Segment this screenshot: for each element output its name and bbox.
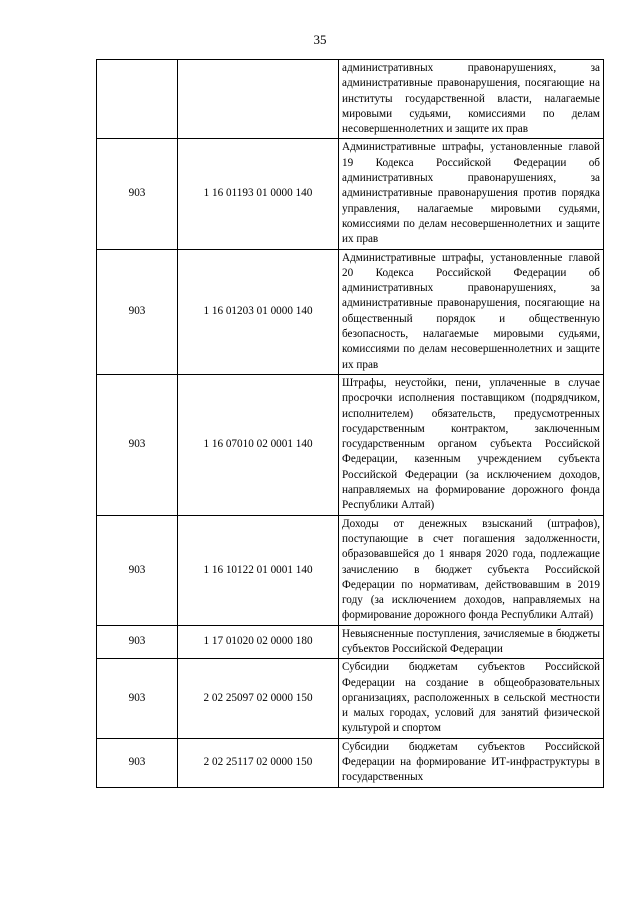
table-row (97, 625, 604, 659)
revenue-description-cell: Доходы от денежных взысканий (штрафов), поступающие в счет погашения задолженности, образовавшейся до 1 января 2020 года, подлежащие зачислению в бюджет субъекта Российской Федерации по нормативам, действовавшим в 2019 году (за исключением доходов, направляемых на формирование дорожного фонда Республики Алтай) (339, 515, 604, 625)
budget-classification-code-cell: 1 16 01193 01 0000 140 (178, 139, 339, 249)
budget-classification-code-cell: 1 17 01020 02 0000 180 (178, 625, 339, 659)
revenue-description-cell: Административные штрафы, установленные главой 20 Кодекса Российской Федерации об административных правонарушениях, за административные правонарушения, посягающие на общественный порядок и общественную безопасность, налагаемые мировыми судьями, комиссиями по делам несовершеннолетних и защите их прав (339, 249, 604, 374)
revenue-description-cell: Субсидии бюджетам субъектов Российской Федерации на создание в общеобразовательных организациях, расположенных в сельской местности и малых городах, условий для занятий физической культурой и спортом (339, 659, 604, 738)
admin-code-cell: 903 (97, 139, 178, 249)
revenue-description-cell: административных правонарушениях, за административные правонарушения, посягающие на институты государственной власти, налагаемые мировыми судьями, комиссиями по делам несовершеннолетних и защите их прав (339, 60, 604, 139)
revenue-description-cell: Административные штрафы, установленные главой 19 Кодекса Российской Федерации об административных правонарушениях, за административные правонарушения против порядка управления, налагаемые мировыми судьями, комиссиями по делам несовершеннолетних и защите их прав (339, 139, 604, 249)
revenue-description-cell: Субсидии бюджетам субъектов Российской Федерации на формирование ИТ-инфраструктуры в государственных (339, 738, 604, 787)
admin-code-cell: 903 (97, 374, 178, 515)
budget-classification-code-cell: 1 16 10122 01 0001 140 (178, 515, 339, 625)
admin-code-cell: 903 (97, 249, 178, 374)
admin-code-cell: 903 (97, 625, 178, 659)
table-row (97, 659, 604, 738)
table-row (97, 738, 604, 787)
revenue-description-cell: Невыясненные поступления, зачисляемые в бюджеты субъектов Российской Федерации (339, 625, 604, 659)
revenue-codes-table (96, 59, 604, 788)
budget-classification-code-cell (178, 60, 339, 139)
table-row (97, 249, 604, 374)
admin-code-cell: 903 (97, 738, 178, 787)
budget-classification-code-cell: 1 16 07010 02 0001 140 (178, 374, 339, 515)
table-row (97, 139, 604, 249)
budget-classification-code-cell: 2 02 25097 02 0000 150 (178, 659, 339, 738)
budget-classification-code-cell: 2 02 25117 02 0000 150 (178, 738, 339, 787)
page-number: 35 (313, 32, 327, 47)
admin-code-cell (97, 60, 178, 139)
admin-code-cell: 903 (97, 659, 178, 738)
table-row (97, 374, 604, 515)
admin-code-cell: 903 (97, 515, 178, 625)
table-row (97, 515, 604, 625)
table-row (97, 60, 604, 139)
revenue-description-cell: Штрафы, неустойки, пени, уплаченные в случае просрочки исполнения поставщиком (подрядчиком, исполнителем) обязательств, предусмотренных государственным контрактом, заключенным государственным органом субъекта Российской Федерации, казенным учреждением субъекта Российской Федерации (за исключением доходов, направляемых на формирование дорожного фонда Республики Алтай) (339, 374, 604, 515)
budget-classification-code-cell: 1 16 01203 01 0000 140 (178, 249, 339, 374)
